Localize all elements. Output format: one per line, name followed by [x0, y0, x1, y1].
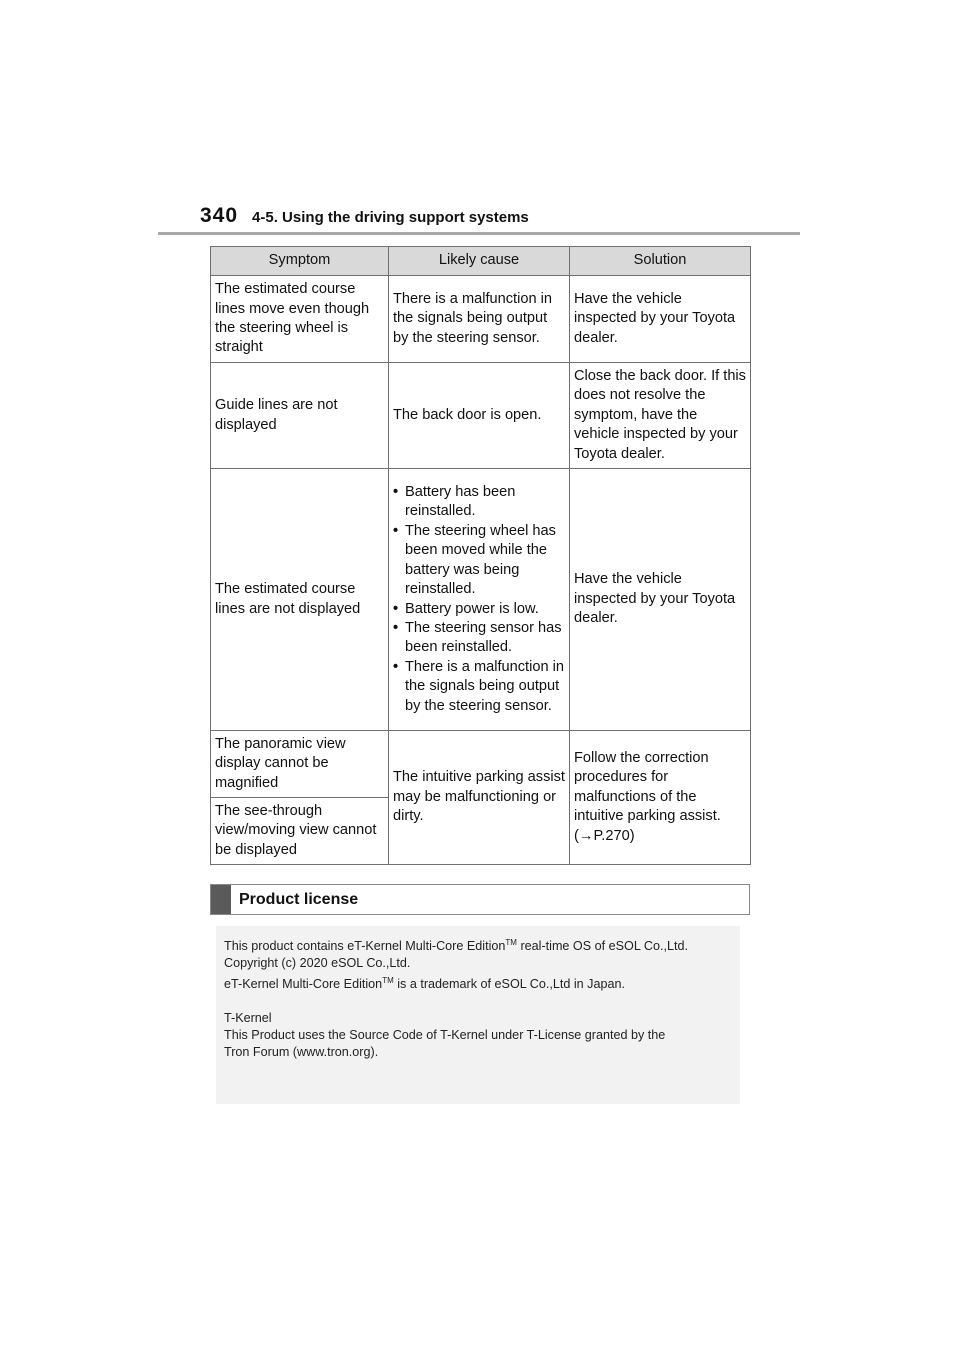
page-reference: (→P.270) — [574, 827, 635, 844]
license-line: eT-Kernel Multi-Core Edition™ is a trademark of eSOL Co.,Ltd in Japan. — [224, 976, 625, 992]
list-item: • The steering wheel has been moved while the battery was being reinstalled. — [393, 522, 565, 600]
cause-cell: The intuitive parking assist may be malfunctioning or dirty. — [389, 731, 570, 865]
solution-cell — [570, 731, 751, 865]
license-line: Tron Forum (www.tron.org). — [224, 1045, 379, 1060]
heading-bar — [211, 885, 231, 914]
header-symptom: Symptom — [211, 247, 389, 276]
header-solution: Solution — [570, 247, 751, 276]
solution-cell: Close the back door. If this does not resolve the symptom, have the vehicle inspected by your Toyota dealer. — [570, 363, 751, 469]
list-item: • There is a malfunction in the signals being output by the steering sensor. — [393, 658, 565, 716]
symptom-cell: Guide lines are not displayed — [211, 363, 389, 469]
cause-cell — [389, 469, 570, 731]
trademark-mark: TM — [505, 938, 517, 947]
product-license-heading — [210, 884, 750, 915]
solution-cell: Have the vehicle inspected by your Toyota dealer. — [570, 469, 751, 731]
solution-text: Follow the correction procedures for malfunctions of the intuitive parking assist. — [574, 749, 721, 825]
section-title: 4-5. Using the driving support systems — [252, 209, 529, 226]
symptom-cell: The panoramic view display cannot be magnified — [211, 731, 389, 798]
license-line: T-Kernel — [224, 1011, 272, 1026]
trademark-mark: TM — [382, 976, 394, 986]
cause-cell: There is a malfunction in the signals being output by the steering sensor. — [389, 276, 570, 363]
symptom-cell: The estimated course lines move even though the steering wheel is straight — [211, 276, 389, 363]
troubleshooting-table — [210, 246, 751, 865]
table-row — [211, 469, 751, 731]
table-row — [211, 276, 751, 363]
list-item: • Battery power is low. — [393, 600, 565, 619]
license-line: This product contains eT-Kernel Multi-Core Edition™ real-time OS of eSOL Co.,Ltd. — [224, 938, 688, 954]
license-line: Copyright (c) 2020 eSOL Co.,Ltd. — [224, 956, 411, 971]
header-likely-cause: Likely cause — [389, 247, 570, 276]
page-header — [200, 204, 529, 228]
header-rule — [158, 232, 800, 235]
license-text-box — [216, 926, 740, 1104]
table-row — [211, 363, 751, 469]
cause-list — [393, 483, 565, 716]
cause-cell: The back door is open. — [389, 363, 570, 469]
license-line: This Product uses the Source Code of T-Kernel under T-License granted by the — [224, 1028, 666, 1043]
list-item: • The steering sensor has been reinstalled. — [393, 619, 565, 658]
solution-cell: Have the vehicle inspected by your Toyota dealer. — [570, 276, 751, 363]
product-license-title: Product license — [239, 890, 359, 908]
symptom-cell: The estimated course lines are not displayed — [211, 469, 389, 731]
list-item: • Battery has been reinstalled. — [393, 483, 565, 522]
symptom-cell: The see-through view/moving view cannot be displayed — [211, 798, 389, 865]
table-row — [211, 731, 751, 798]
page-number: 340 — [200, 204, 239, 227]
table-header-row — [211, 247, 751, 276]
